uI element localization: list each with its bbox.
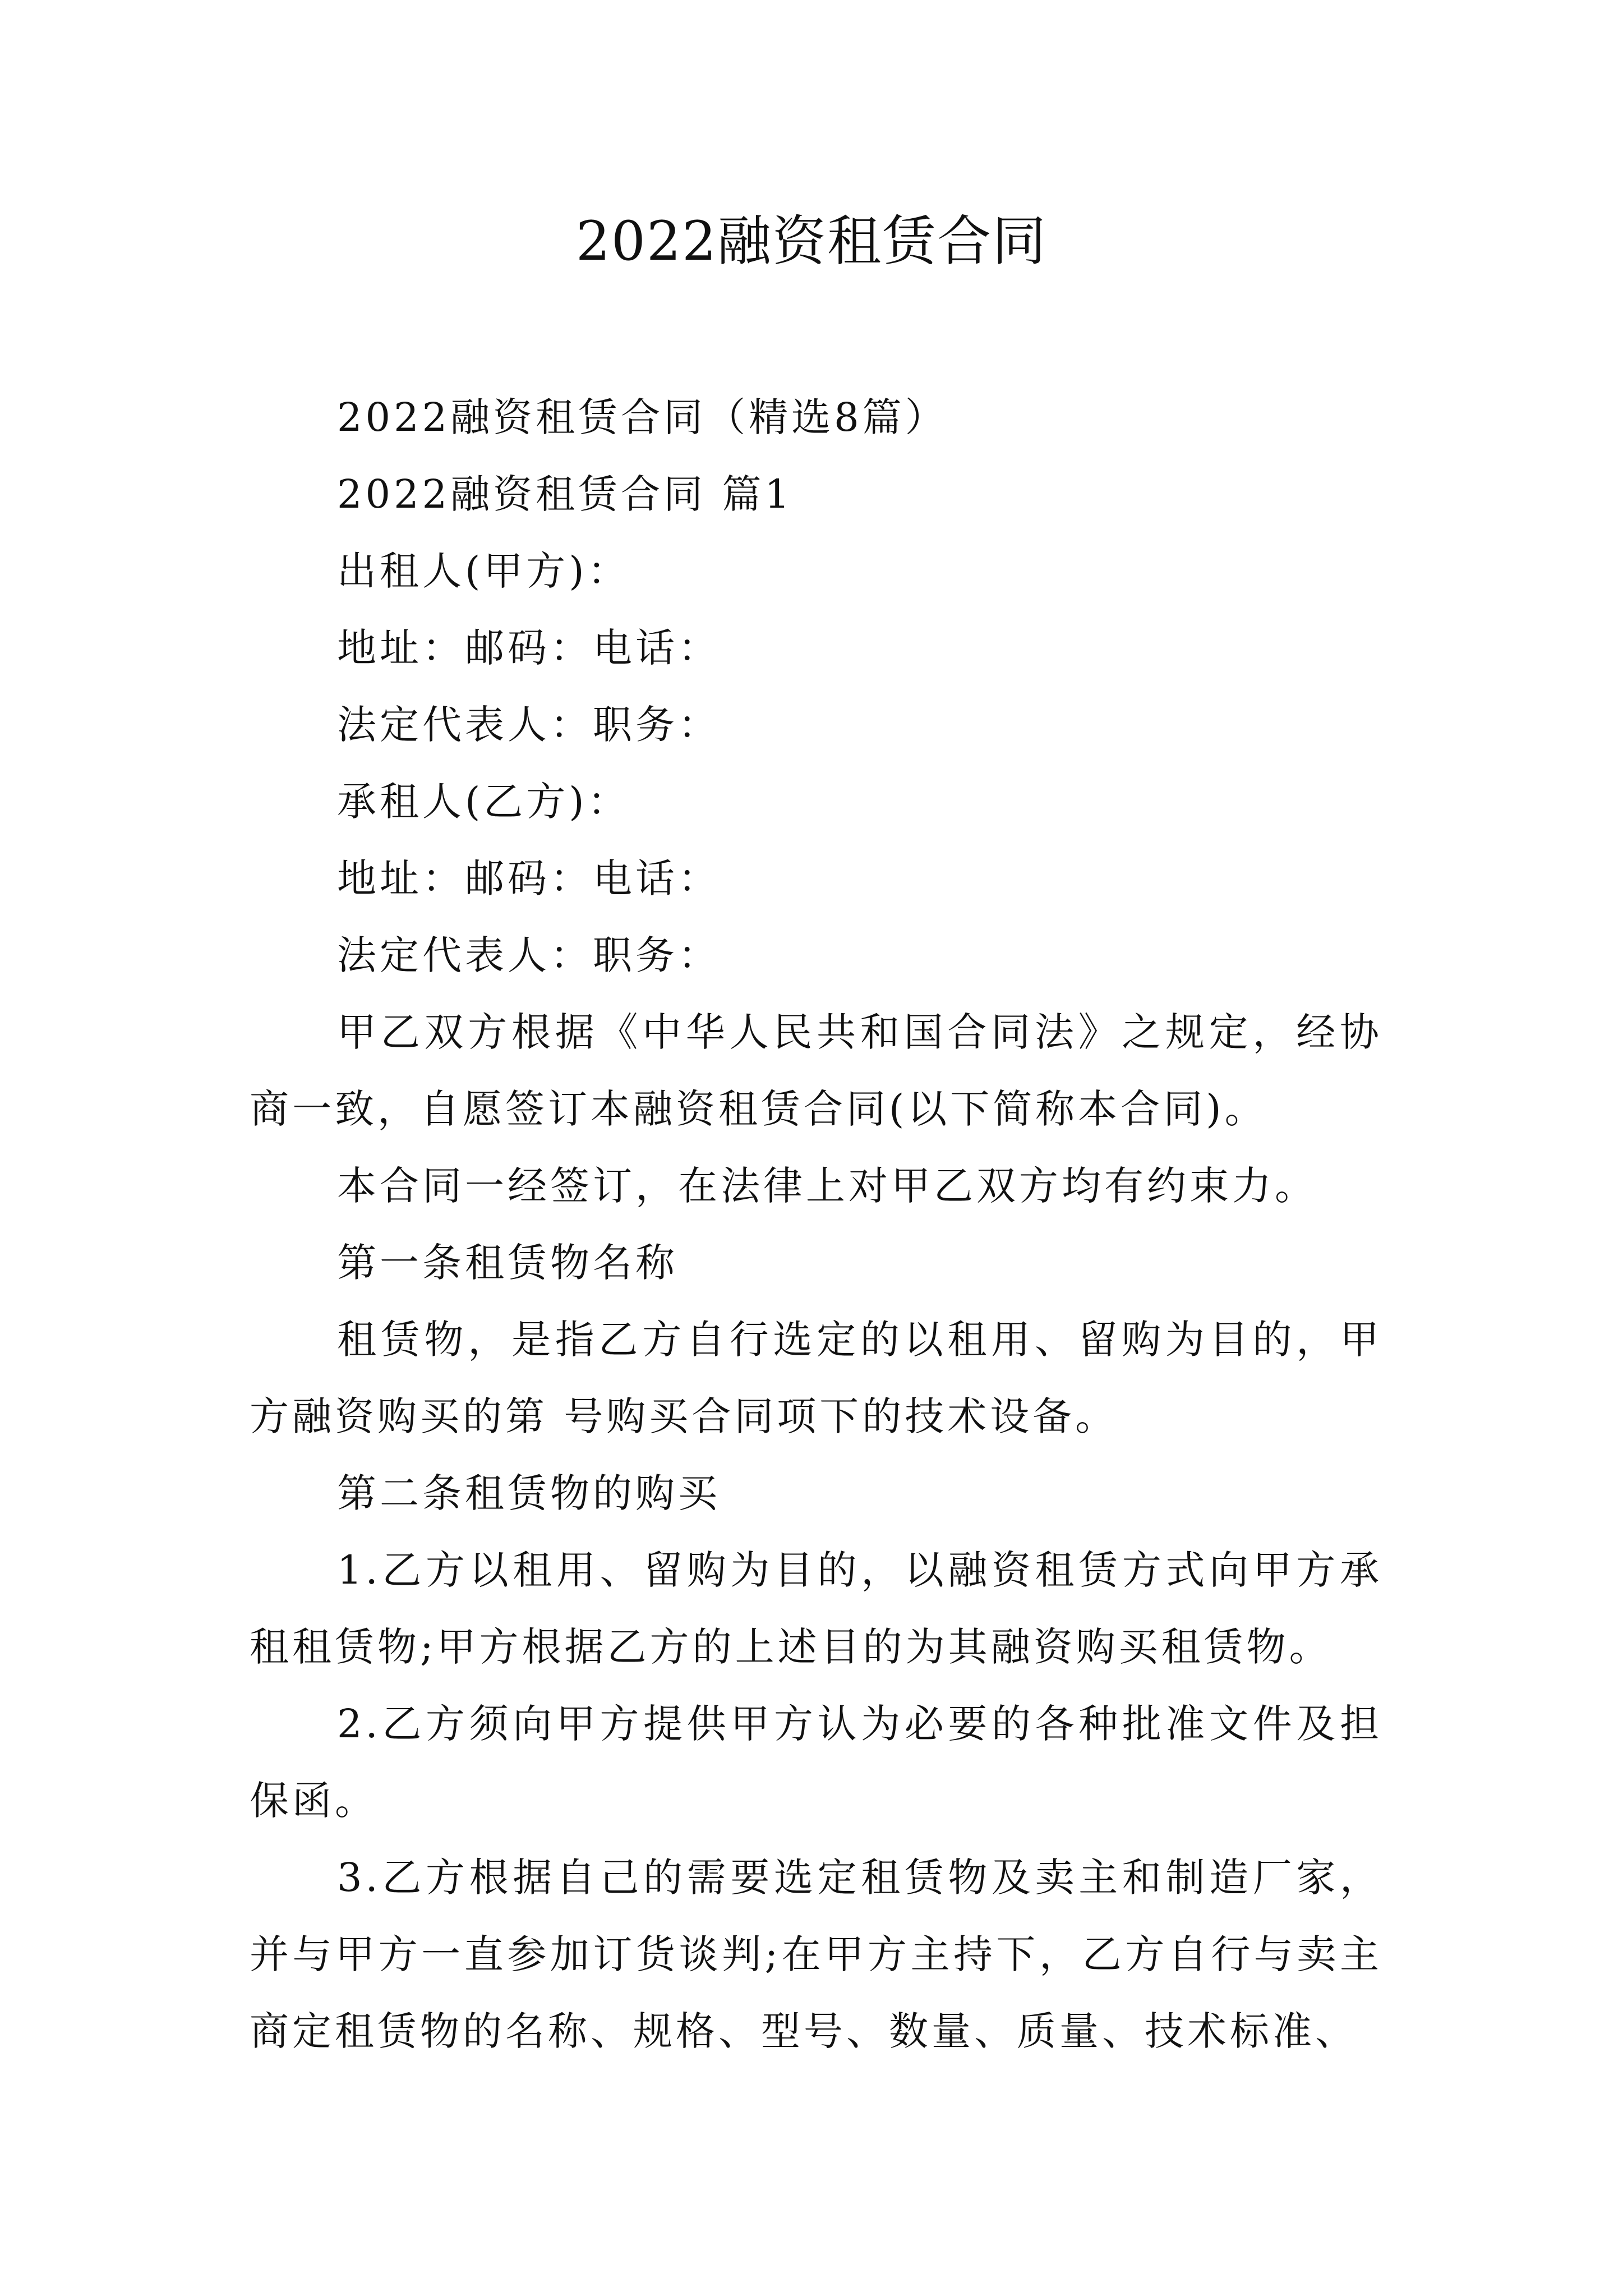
paragraph-article-1-text: 租赁物，是指乙方自行选定的以租用、留购为目的，甲方融资购买的第 号购买合同项下的技术设备。 [250, 1317, 1382, 1439]
paragraph-agreement-basis: 甲乙双方根据《中华人民共和国合同法》之规定，经协商一致，自愿签订本融资租赁合同(以下简称本合同)。 [250, 1009, 1382, 1132]
paragraph-lessee: 承租人(乙方)： [337, 779, 630, 825]
paragraph-lessor-address: 地址：邮码：电话： [337, 625, 721, 671]
paragraph-article-2-item-3: 3.乙方根据自己的需要选定租赁物及卖主和制造厂家，并与甲方一直参加订货谈判;在甲方主持下，乙方自行与卖主商定租赁物的名称、规格、型号、数量、质量、技术标准、 [250, 1855, 1382, 2054]
paragraph-article-2-heading: 第二条租赁物的购买 [337, 1470, 721, 1516]
paragraph-lessee-representative: 法定代表人：职务： [337, 932, 721, 978]
paragraph-article-2-item-1: 1.乙方以租用、留购为目的，以融资租赁方式向甲方承租租赁物;甲方根据乙方的上述目的为其融资购买租赁物。 [250, 1547, 1382, 1670]
paragraph-lessee-address: 地址：邮码：电话： [337, 855, 721, 901]
paragraph-intro: 2022融资租赁合同（精选8篇） [337, 394, 948, 440]
paragraph-article-2-item-2: 2.乙方须向甲方提供甲方认为必要的各种批准文件及担保函。 [250, 1701, 1382, 1824]
document-body [250, 379, 1382, 2070]
paragraph-lessor: 出租人(甲方)： [337, 548, 630, 594]
paragraph-lessor-representative: 法定代表人：职务： [337, 702, 721, 748]
document-title: 2022融资租赁合同 [575, 210, 1048, 273]
paragraph-binding-effect: 本合同一经签订，在法律上对甲乙双方均有约束力。 [337, 1163, 1317, 1209]
paragraph-article-1-heading: 第一条租赁物名称 [337, 1240, 678, 1286]
paragraph-section-heading: 2022融资租赁合同 篇1 [337, 471, 793, 517]
